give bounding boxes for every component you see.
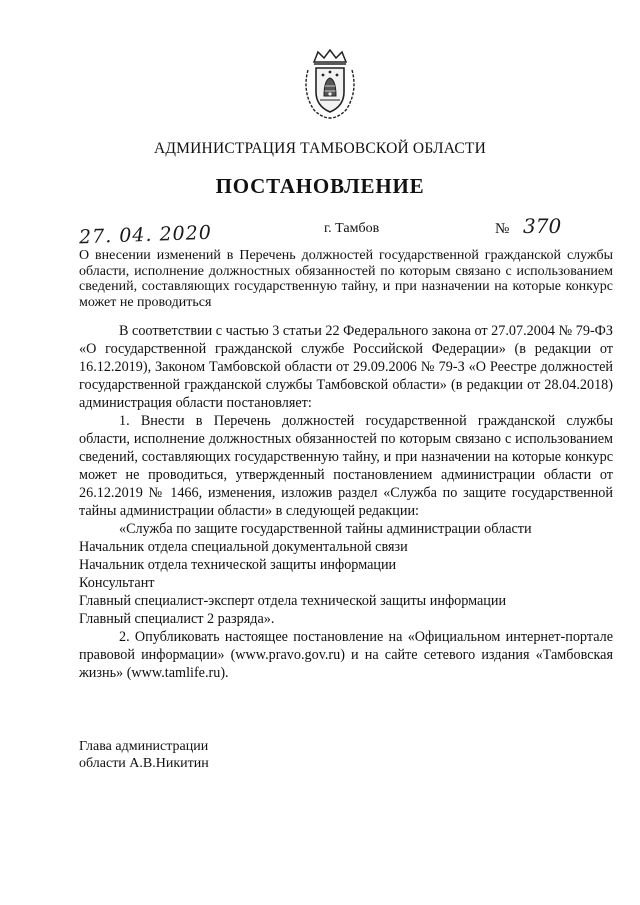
document-subject: О внесении изменений в Перечень должностей государственной гражданской службы области, исполнение должностных обязанностей по которым связано с использованием сведений, составляющих государственную тайну, и при назначении на которые конкурс может не проводиться [79,248,613,310]
preamble-paragraph: В соответствии с частью 3 статьи 22 Федерального закона от 27.07.2004 № 79-ФЗ «О государственной гражданской службе Российской Федерации» (в редакции от 16.12.2019), Законом Тамбовской области от 29.09.2006 № 79-З «О Реестре должностей государственной гражданской службы Тамбовской области» (в редакции от 28.04.2018) администрация области постановляет: [79,323,613,411]
document-body [79,322,613,682]
position-line: Главный специалист-эксперт отдела технической защиты информации [79,593,507,609]
coat-of-arms-icon [300,48,360,120]
section-title: «Служба по защите государственной тайны администрации области [119,521,532,537]
position-line: Начальник отдела технической защиты информации [79,557,397,573]
item-1-paragraph: 1. Внести в Перечень должностей государственной гражданской службы области, исполнение должностных обязанностей по которым связано с использованием сведений, составляющих государственную тайну, и при назначении на которые конкурс может не проводиться, утвержденный постановлением администрации области от 26.12.2019 № 1466, изменения, изложив раздел «Служба по защите государственной тайны администрации области» в следующей редакции: [79,413,613,519]
position-line: Консультант [79,575,155,591]
signature-block [79,738,209,772]
signature-name: области А.В.Никитин [79,756,209,771]
document-number: 370 [523,214,562,238]
document-city: г. Тамбов [324,221,380,236]
document-date: 27. 04. 2020 [78,221,213,249]
position-line: Главный специалист 2 разряда». [79,611,275,627]
document-type: ПОСТАНОВЛЕНИЕ [215,174,425,198]
organization-name: АДМИНИСТРАЦИЯ ТАМБОВСКОЙ ОБЛАСТИ [154,140,486,157]
number-label: № [495,221,510,237]
item-2-paragraph: 2. Опубликовать настоящее постановление на «Официальном интернет-портале правовой информации» (www.pravo.gov.ru) и на сайте сетевого издания «Тамбовская жизнь» (www.tamlife.ru). [79,629,613,681]
position-line: Начальник отдела специальной документальной связи [79,539,408,555]
signature-title: Глава администрации [79,739,209,754]
